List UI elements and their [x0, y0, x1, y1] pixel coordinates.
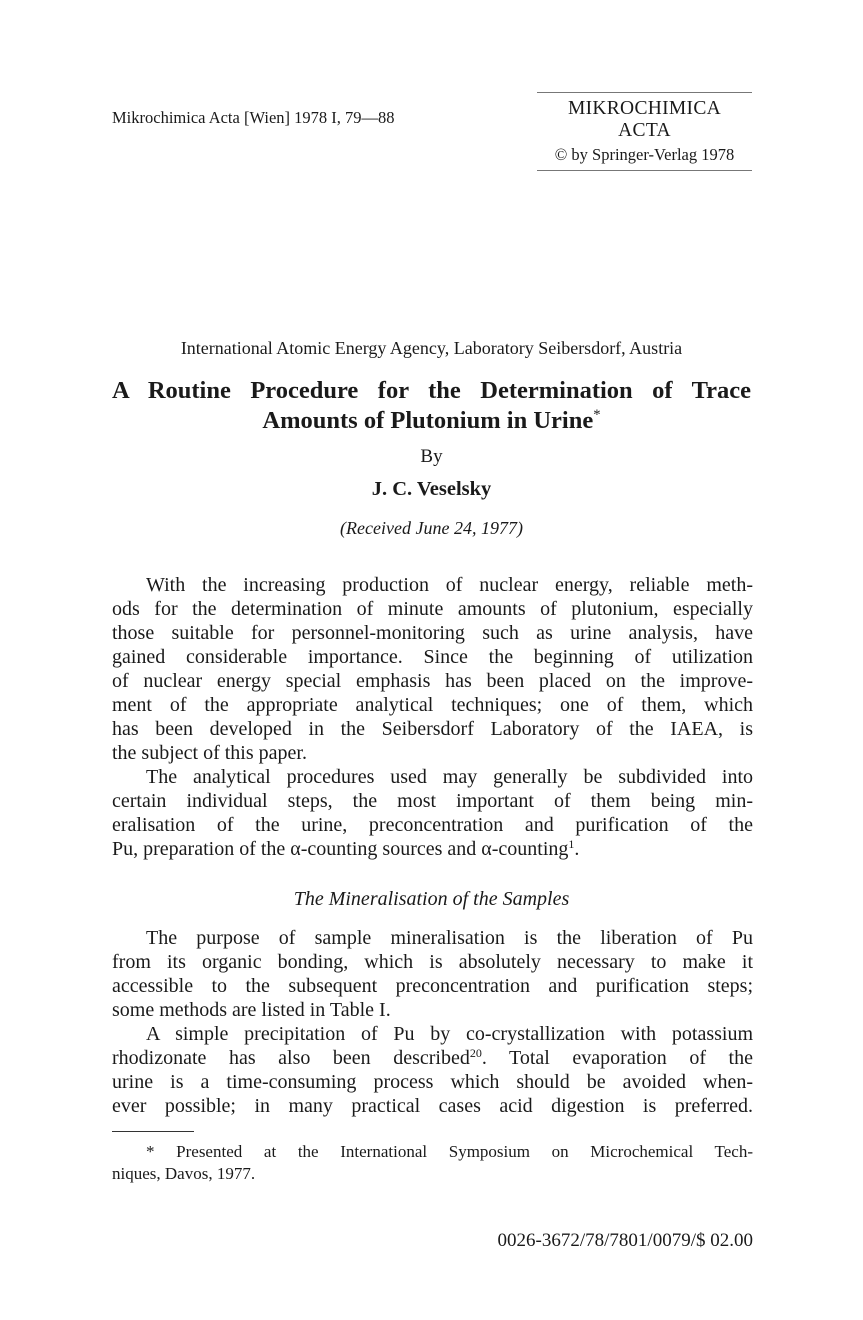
footnote-divider: [112, 1131, 194, 1132]
paragraph-3-line: some methods are listed in Table I.: [112, 999, 391, 1021]
journal-name-line2: ACTA: [618, 120, 671, 141]
paragraph-2-text: Pu, preparation of the α-counting sources and α-counting: [112, 838, 569, 860]
paragraph-2-line: certain individual steps, the most important of them being min-: [112, 790, 753, 812]
paragraph-3-line: The purpose of sample mineralisation is the liberation of Pu: [146, 927, 753, 949]
paragraph-3-line: accessible to the subsequent preconcentration and purification steps;: [112, 975, 753, 997]
journal-name-line1: MIKROCHIMICA: [567, 98, 722, 119]
paragraph-1-line: gained considerable importance. Since the beginning of utilization: [112, 646, 753, 668]
paragraph-1-line: With the increasing production of nuclear energy, reliable meth-: [146, 574, 753, 596]
paragraph-1-line: of nuclear energy special emphasis has been placed on the improve-: [112, 670, 753, 692]
masthead-bottom-rule: [537, 170, 752, 171]
paragraph-1-line: those suitable for personnel-monitoring such as urine analysis, have: [112, 622, 753, 644]
paragraph-4-line: A simple precipitation of Pu by co-crystallization with potassium: [146, 1023, 753, 1045]
paragraph-4-line: urine is a time-consuming process which should be avoided when-: [112, 1071, 753, 1093]
title-line-2: [112, 406, 751, 436]
article-code: 0026-3672/78/7801/0079/$ 02.00: [497, 1230, 753, 1251]
reference-marker: 1: [568, 836, 575, 851]
article-title: [112, 376, 751, 436]
paragraph-4-text-post: . Total evaporation of the: [481, 1047, 753, 1069]
masthead-top-rule: [537, 92, 752, 93]
reference-marker: 20: [469, 1045, 482, 1060]
paragraph-4-text-pre: rhodizonate has also been described: [112, 1047, 470, 1069]
affiliation: International Atomic Energy Agency, Laboratory Seibersdorf, Austria: [180, 338, 683, 358]
paragraph-1-line: has been developed in the Seibersdorf Laboratory of the IAEA, is: [112, 718, 753, 740]
journal-masthead: [537, 92, 752, 171]
footnote-line: niques, Davos, 1977.: [112, 1164, 256, 1183]
paragraph-2-last-line: [112, 837, 753, 861]
footnote-line: * Presented at the International Symposium on Microchemical Tech-: [146, 1142, 753, 1161]
paragraph-4-line: [112, 1046, 753, 1070]
section-heading: The Mineralisation of the Samples: [293, 888, 570, 910]
title-line-1: A Routine Procedure for the Determination of Trace: [112, 377, 751, 404]
journal-citation: Mikrochimica Acta [Wien] 1978 I, 79—88: [112, 108, 395, 127]
received-date: (Received June 24, 1977): [340, 518, 523, 538]
paragraph-1-line: the subject of this paper.: [112, 742, 307, 764]
paragraph-2-line: The analytical procedures used may generally be subdivided into: [146, 766, 753, 788]
paragraph-3-line: from its organic bonding, which is absolutely necessary to make it: [112, 951, 753, 973]
paragraph-2-line: eralisation of the urine, preconcentration and purification of the: [112, 814, 753, 836]
title-line-2-text: Amounts of Plutonium in Urine: [262, 407, 594, 434]
paragraph-4-line: ever possible; in many practical cases acid digestion is preferred.: [112, 1095, 753, 1117]
paragraph-2-end: .: [574, 838, 580, 860]
title-footnote-mark: *: [593, 407, 601, 424]
paragraph-1-line: ods for the determination of minute amounts of plutonium, especially: [112, 598, 753, 620]
paragraph-1-line: ment of the appropriate analytical techniques; one of them, which: [112, 694, 753, 716]
copyright-notice: © by Springer-Verlag 1978: [554, 145, 735, 164]
author-name: J. C. Veselsky: [371, 478, 492, 500]
byline: By: [420, 446, 443, 467]
